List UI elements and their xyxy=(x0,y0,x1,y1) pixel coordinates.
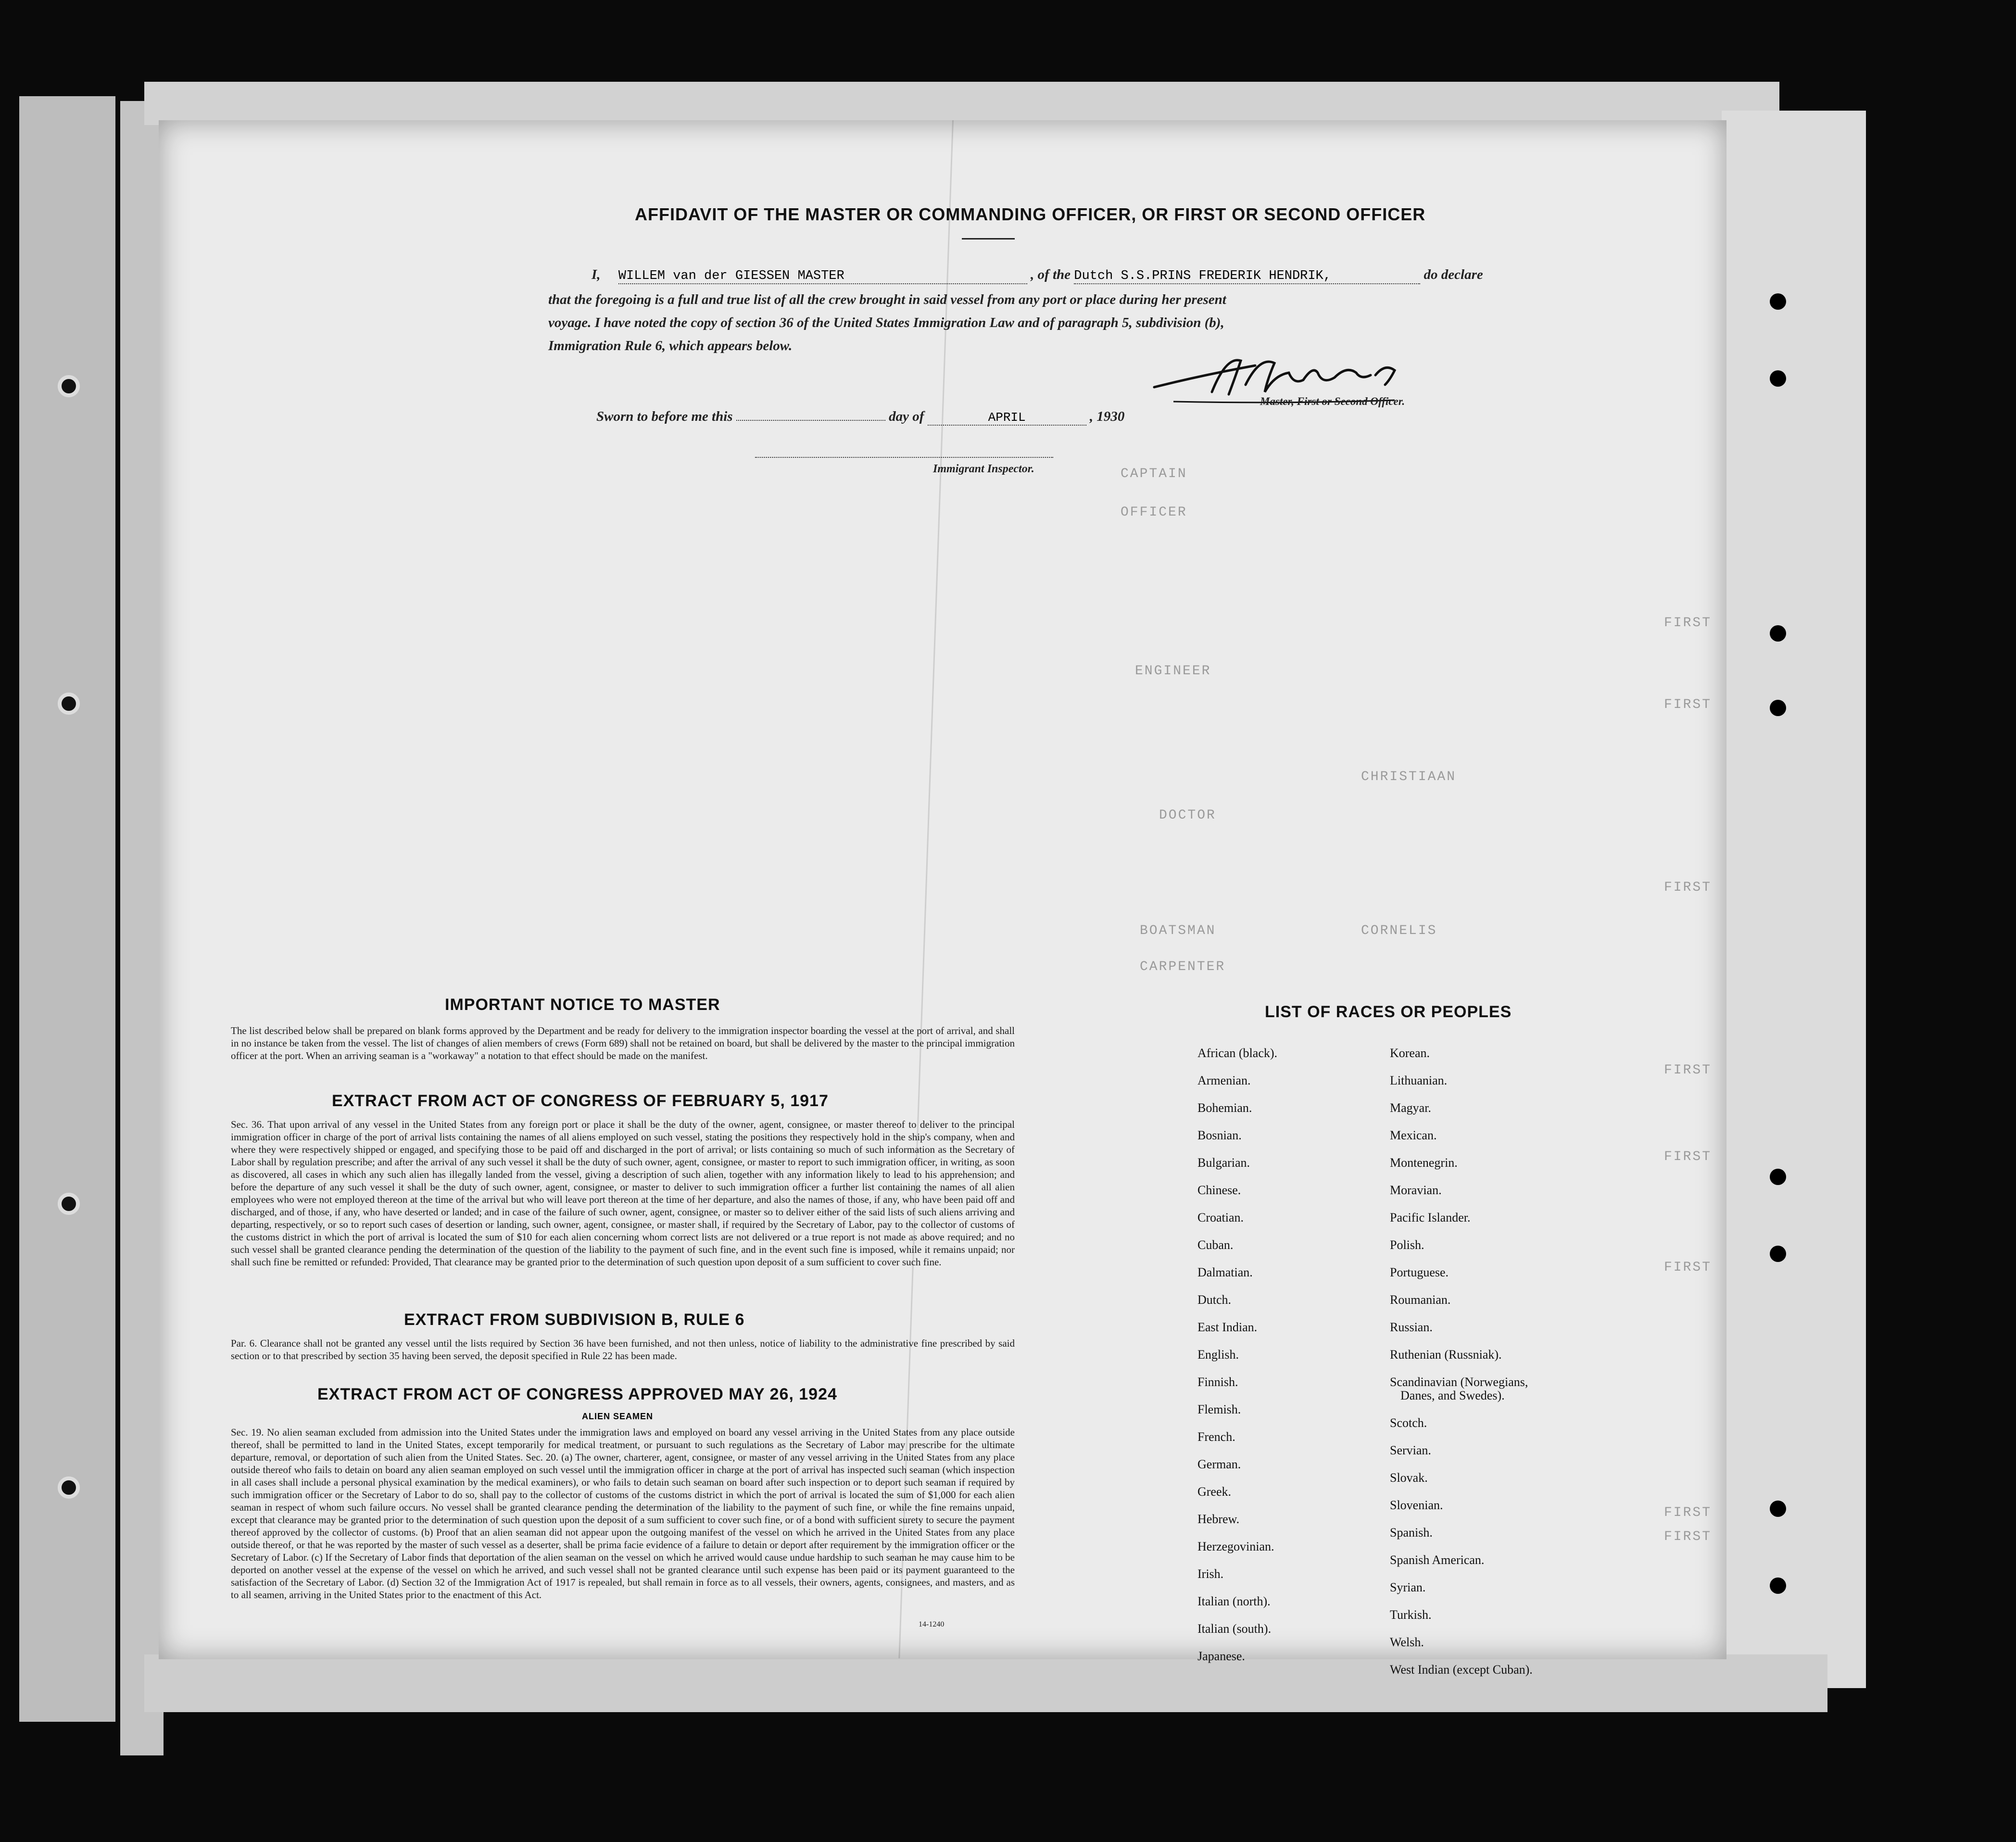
race-item: Hebrew. xyxy=(1197,1512,1240,1526)
act-1917-body: Sec. 36. That upon arrival of any vessel in the United States from any foreign port or place it shall be the duty of the owner, agent, consignee, or master thereof to deliver to the principal immigration officer in charge of the port of arrival lists containing the names of all aliens employed on such vessel, stating the positions they respectively hold in the ship's company, when and where they were respectively shipped or engaged, and specifying those to be paid off and discharged in the port of arrival; or lists containing so much of such information as the Secretary of Labor shall by regulation prescribe; and after the arrival of any such vessel it shall be the duty of such owner, agent, consignee, or master to report to such immigration officer, in writing, as soon as discovered, all cases in which any such alien has illegally landed from the vessel, giving a description of such alien, together with any information likely to lead to his apprehension; and before the departure of any such vessel it shall be the duty of such owner, agent, consignee, or master to deliver to such immigration officer a further list containing the names of all alien employees who were not employed thereon at the time of the arrival but who will leave port thereon at the time of her departure, and also the names of those, if any, who have been paid off and discharged, and of those, if any, who have deserted or landed; and in case of the failure of such owner, agent, consignee, or master so to deliver either of the said lists of such aliens arriving and departing, respectively, or so to report such cases of desertion or landing, such owner, agent, consignee, or master shall, if required by the Secretary of Labor, pay to the collector of customs of the customs district in which the port of arrival is located the sum of $10 for each alien concerning whom correct lists are not delivered or a true report is not made as above required; and no such vessel shall be granted clearance pending the determination of the question of the liability to the payment of such fine, and in the event such fine is imposed, while it remains unpaid; nor shall such fine be remitted or refunded: Provided, That clearance may be granted prior to the determination of such question upon deposit of a sum sufficient to cover such fine. xyxy=(231,1119,1015,1268)
race-item: Roumanian. xyxy=(1390,1293,1451,1307)
race-item: Flemish. xyxy=(1197,1402,1241,1416)
day-of-label: day of xyxy=(889,409,924,424)
race-item: Herzegovinian. xyxy=(1197,1539,1274,1553)
bleed-through-text: CHRISTIAAN xyxy=(1361,770,1457,784)
do-declare-label: do declare xyxy=(1424,267,1483,282)
bleed-through-text: FIRST xyxy=(1664,697,1712,712)
act-1924-body: Sec. 19. No alien seaman excluded from admission into the United States under the immigration laws and employed on board any vessel arriving in the United States from any place outside thereof, shall be permitted to land in the United States, except temporarily for medical treatment, or pursuant to such regulations as the Secretary of Labor may prescribe for the ultimate departure, removal, or deportation of such alien from the United States. Sec. 20. (a) The owner, charterer, agent, consignee, or master of any vessel arriving in the United States from any place outside thereof who fails to detain on board any alien seaman employed on such vessel until the immigration officer in charge at the port of arrival has inspected such seaman (which inspection in all cases shall include a personal physical examination by the medical examiners), or who fails to detain such seaman on board after such inspection or to deport such seaman if required by such immigration officer or the Secretary of Labor to do so, shall pay to the collector of customs of the customs district in which the port of arrival is located the sum of $1,000 for each alien seaman in respect of whom such failure occurs. No vessel shall be granted clearance pending the determination of the liability to the payment of such fine, or while the fine remains unpaid, except that clearance may be granted prior to the determination of such question upon the deposit of a sum sufficient to cover such fine, or of a bond with sufficient surety to secure the payment thereof approved by the collector of customs. (b) Proof that an alien seaman did not appear upon the outgoing manifest of the vessel on which he arrived in the United States from any place outside thereof, or that he was reported by the master of such vessel as a deserter, shall be prima facie evidence of a failure to detain or deport after requirement by the immigration officer or the Secretary of Labor. (c) If the Secretary of Labor finds that deportation of the alien seaman on the vessel on which he arrived would cause undue hardship to such seaman he may cause him to be deported on another vessel at the expense of the vessel on which he arrived, and such vessel shall not be granted clearance until such expense has been paid or its payment guaranteed to the satisfaction of the Secretary of Labor. (d) Section 32 of the Immigration Act of 1917 is repealed, but shall remain in force as to all vessels, their owners, agents, consignees, and masters, and as to all seamen, arriving in the United States prior to the enactment of this Act. xyxy=(231,1426,1015,1601)
race-item: French. xyxy=(1197,1430,1235,1444)
race-item: Danes, and Swedes). xyxy=(1400,1388,1505,1402)
notice-body: The list described below shall be prepared on blank forms approved by the Department and be ready for delivery to the immigration inspector boarding the vessel at the port of arrival, and shall in no instance be taken from the vessel. The list of changes of alien members of crews (Form 689) shall not be retained on board, but shall be delivered by the master to the principal immigration officer at the port. When an arriving seaman is a "workaway" a notation to that effect should be made on the manifest. xyxy=(231,1025,1015,1061)
affidavit-line-1 xyxy=(592,267,1650,284)
race-item: Chinese. xyxy=(1197,1183,1241,1197)
race-item: Cuban. xyxy=(1197,1238,1234,1252)
race-item: Russian. xyxy=(1390,1320,1433,1334)
race-item: Portuguese. xyxy=(1390,1265,1449,1279)
bleed-through-text: BOATSMAN xyxy=(1140,923,1216,938)
affidavit-page xyxy=(159,120,1726,1677)
signature-caption: Master, First or Second Officer. xyxy=(1260,395,1405,407)
rule-6-title: EXTRACT FROM SUBDIVISION B, RULE 6 xyxy=(404,1311,745,1329)
binder-hole xyxy=(58,375,80,397)
race-item: Japanese. xyxy=(1197,1649,1245,1663)
bleed-through-text: FIRST xyxy=(1664,1505,1712,1520)
race-item: English. xyxy=(1197,1348,1239,1362)
punch-hole xyxy=(1770,1169,1786,1185)
underlying-page-right xyxy=(1722,111,1866,1688)
affidavit-prefix: I, xyxy=(592,267,601,282)
bleed-through-text: CARPENTER xyxy=(1140,959,1226,974)
race-item: Polish. xyxy=(1390,1238,1424,1252)
race-item: Mexican. xyxy=(1390,1128,1437,1142)
race-item: Spanish American. xyxy=(1390,1553,1485,1567)
notice-title: IMPORTANT NOTICE TO MASTER xyxy=(445,996,720,1014)
races-column-2 xyxy=(1390,1046,1688,1677)
underlying-page-top xyxy=(144,82,1779,125)
races-column-1 xyxy=(1197,1046,1390,1671)
punch-hole xyxy=(1770,1246,1786,1262)
race-item: Finnish. xyxy=(1197,1375,1238,1389)
act-1924-subtitle: ALIEN SEAMEN xyxy=(582,1412,654,1421)
bleed-through-text: FIRST xyxy=(1664,1063,1712,1078)
race-item: Spanish. xyxy=(1390,1526,1433,1539)
affidavit-line-2: that the foregoing is a full and true list of all the crew brought in said vessel from any port or place during her present xyxy=(548,292,1226,307)
punch-hole xyxy=(1770,293,1786,310)
bleed-through-text: OFFICER xyxy=(1121,505,1187,520)
sworn-label: Sworn to before me this xyxy=(596,409,733,424)
race-item: Lithuanian. xyxy=(1390,1073,1448,1087)
race-item: Ruthenian (Russniak). xyxy=(1390,1348,1502,1362)
bleed-through-text: FIRST xyxy=(1664,1529,1712,1544)
vessel-field: Dutch S.S.PRINS FREDERIK HENDRIK, xyxy=(1074,269,1420,284)
underlying-page-left xyxy=(120,101,164,1755)
year-field: , 1930 xyxy=(1089,409,1125,424)
race-item: Bosnian. xyxy=(1197,1128,1242,1142)
punch-hole xyxy=(1770,700,1786,716)
of-the-label: , of the xyxy=(1031,267,1071,282)
title-underline xyxy=(962,238,1015,240)
race-item: Bulgarian. xyxy=(1197,1156,1250,1170)
punch-hole xyxy=(1770,1577,1786,1594)
affidavit-title: AFFIDAVIT OF THE MASTER OR COMMANDING OFFICER, OR FIRST OR SECOND OFFICER xyxy=(635,204,1426,224)
bleed-through-text: FIRST xyxy=(1664,616,1712,631)
master-name-field: WILLEM van der GIESSEN MASTER xyxy=(618,269,1027,284)
binder-hole xyxy=(58,1476,80,1499)
race-item: Scandinavian (Norwegians, xyxy=(1390,1375,1528,1389)
rule-6-body: Par. 6. Clearance shall not be granted any vessel until the lists required by Section 36 have been furnished, and not then unless, notice of liability to the administrative fine prescribed by said section or to that prescribed by section 35 having been served, the deposit specified in Rule 22 has been made. xyxy=(231,1337,1015,1362)
race-item: Welsh. xyxy=(1390,1635,1424,1649)
race-item: Slovak. xyxy=(1390,1471,1428,1485)
affidavit-line-3: voyage. I have noted the copy of section 36 of the United States Immigration Law and of paragraph 5, subdivision (b), xyxy=(548,315,1224,330)
race-item: Scotch. xyxy=(1390,1416,1427,1430)
punch-hole xyxy=(1770,1501,1786,1517)
act-1917-title: EXTRACT FROM ACT OF CONGRESS OF FEBRUARY 5, 1917 xyxy=(332,1092,829,1110)
race-item: Italian (south). xyxy=(1197,1622,1272,1636)
bleed-through-text: FIRST xyxy=(1664,880,1712,895)
act-1924-title: EXTRACT FROM ACT OF CONGRESS APPROVED MAY 26, 1924 xyxy=(317,1385,837,1403)
race-item: Italian (north). xyxy=(1197,1594,1271,1608)
sworn-line xyxy=(596,409,1124,426)
race-item: Slovenian. xyxy=(1390,1498,1443,1512)
race-item: Armenian. xyxy=(1197,1073,1251,1087)
bleed-through-text: CAPTAIN xyxy=(1121,467,1187,481)
bleed-through-text: FIRST xyxy=(1664,1149,1712,1164)
race-item: East Indian. xyxy=(1197,1320,1258,1334)
race-item: Greek. xyxy=(1197,1485,1232,1499)
punch-hole xyxy=(1770,370,1786,387)
sworn-day-field xyxy=(736,420,885,421)
race-item: Irish. xyxy=(1197,1567,1224,1581)
race-item: Dutch. xyxy=(1197,1293,1232,1307)
race-item: African (black). xyxy=(1197,1046,1278,1060)
punch-hole xyxy=(1770,625,1786,642)
inspector-signature-line xyxy=(755,457,1053,458)
binder-hole xyxy=(58,1193,80,1215)
bleed-through-text: ENGINEER xyxy=(1135,664,1211,679)
bleed-through-text: FIRST xyxy=(1664,1260,1712,1275)
race-item: West Indian (except Cuban). xyxy=(1390,1663,1533,1677)
race-item: Moravian. xyxy=(1390,1183,1442,1197)
races-title: LIST OF RACES OR PEOPLES xyxy=(1265,1003,1512,1021)
bleed-through-text: CORNELIS xyxy=(1361,923,1437,938)
race-item: Turkish. xyxy=(1390,1608,1432,1622)
race-item: Korean. xyxy=(1390,1046,1430,1060)
race-item: Pacific Islander. xyxy=(1390,1211,1471,1224)
inspector-label: Immigrant Inspector. xyxy=(933,463,1034,475)
race-item: Magyar. xyxy=(1390,1101,1431,1115)
race-item: German. xyxy=(1197,1457,1241,1471)
race-item: Croatian. xyxy=(1197,1211,1244,1224)
bleed-through-text: DOCTOR xyxy=(1159,808,1216,823)
race-item: Dalmatian. xyxy=(1197,1265,1253,1279)
month-field: APRIL xyxy=(928,410,1086,426)
affidavit-line-4: Immigration Rule 6, which appears below. xyxy=(548,338,793,353)
race-item: Bohemian. xyxy=(1197,1101,1252,1115)
race-item: Syrian. xyxy=(1390,1580,1426,1594)
form-number: 14-1240 xyxy=(919,1620,945,1628)
binder-hole xyxy=(58,693,80,715)
race-item: Montenegrin. xyxy=(1390,1156,1458,1170)
race-item: Servian. xyxy=(1390,1443,1431,1457)
